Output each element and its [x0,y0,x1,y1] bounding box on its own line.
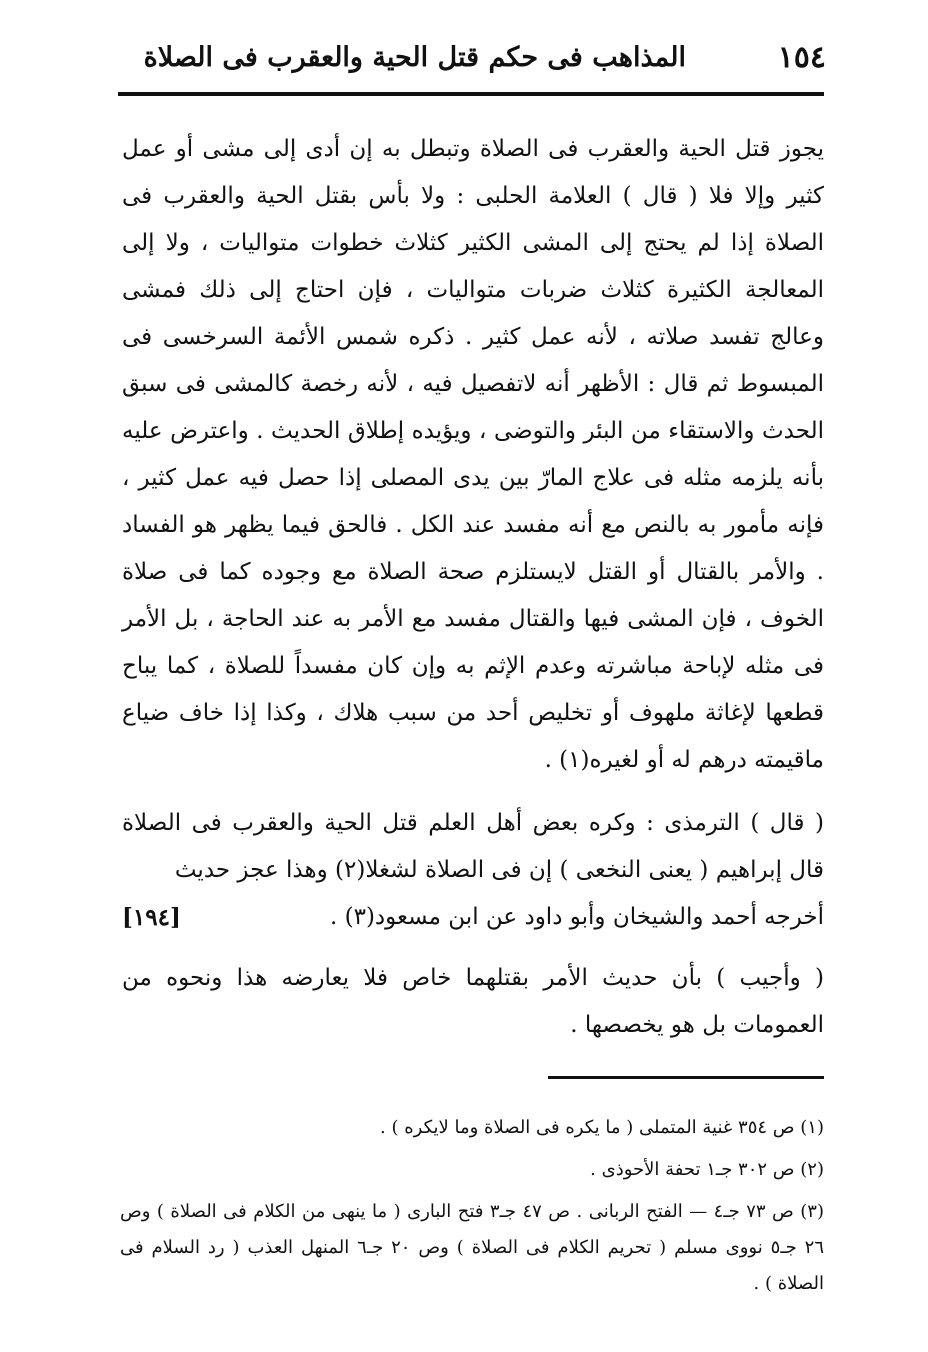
page-header [120,34,826,82]
paragraph-2-block [122,800,824,941]
page-number: ١٥٤ [777,40,826,75]
footnote-1: (١) ص ٣٥٤ غنية المتملى ( ما يكره فى الصلاة وما لايكره ) . [380,1117,824,1138]
paragraph-2-last-line [122,894,824,941]
footnote-rule [548,1076,824,1079]
paragraph-3: ( وأجيب ) بأن حديث الأمر بقتلهما خاص فلا يعارضه هذا ونحوه من العمومات بل هو يخصصها . [122,965,824,1038]
paragraph-1: يجوز قتل الحية والعقرب فى الصلاة وتبطل به إن أدى إلى مشى أو عمل كثير وإلا فلا ( قال ) العلامة الحلبى : ولا بأس بقتل الحية والعقرب فى الصلاة إذا لم يحتج إلى المشى الكثير كثلاث خطوات متواليات ، ولا إلى المعالجة الكثيرة كثلاث ضربات متواليات ، فإن احتاج إلى ذلك فمشى وعالج تفسد صلاته ، لأنه عمل كثير . ذكره شمس الأئمة السرخسى فى المبسوط ثم قال : الأظهر أنه لاتفصيل فيه ، لأنه رخصة كالمشى فى سبق الحدث والاستقاء من البئر والتوضى ، ويؤيده إطلاق الحديث . واعترض عليه بأنه يلزمه مثله فى علاج المارّ بين يدى المصلى إذا حصل فيه عمل كثير ، فإنه مأمور به بالنص مع أنه مفسد عند الكل . فالحق فيما يظهر هو الفساد . والأمر بالقتال أو القتل لايستلزم صحة الصلاة مع وجوده كما فى صلاة الخوف ، فإن المشى فيها والقتال مفسد مع الأمر به عند الحاجة ، بل الأمر فى مثله لإباحة مباشرته وعدم الإثم به وإن كان مفسداً للصلاة ، كما يباح قطعها لإغاثة ملهوف أو تخليص أحد من سبب هلاك ، وكذا إذا خاف ضياع ماقيمته درهم له أو لغيره(١) . [122,136,824,773]
footnotes [120,1110,824,1308]
running-title: المذاهب فى حكم قتل الحية والعقرب فى الصلاة [143,42,686,73]
header-rule [118,92,824,96]
footnote-3: (٣) ص ٧٣ جـ٤ — الفتح الربانى . ص ٤٧ جـ٣ فتح البارى ( ما ينهى من الكلام فى الصلاة ) وص ٢٦ جـ٥ نووى مسلم ( تحريم الكلام فى الصلاة ) وص ٢٠ جـ٦ المنهل العذب ( رد السلام فى الصلاة ) . [120,1201,824,1294]
paragraph-2-last-text: أخرجه أحمد والشيخان وأبو داود عن ابن مسعود(٣) . [329,904,824,930]
paragraph-2: ( قال ) الترمذى : وكره بعض أهل العلم قتل الحية والعقرب فى الصلاة قال إبراهيم ( يعنى النخعى ) إن فى الصلاة لشغلا(٢) وهذا عجز حديث [122,810,824,883]
hadith-reference-number: [١٩٤] [122,904,181,931]
body-text [122,126,824,1049]
footnote-2: (٢) ص ٣٠٢ جـ١ تحفة الأحوذى . [590,1159,824,1180]
